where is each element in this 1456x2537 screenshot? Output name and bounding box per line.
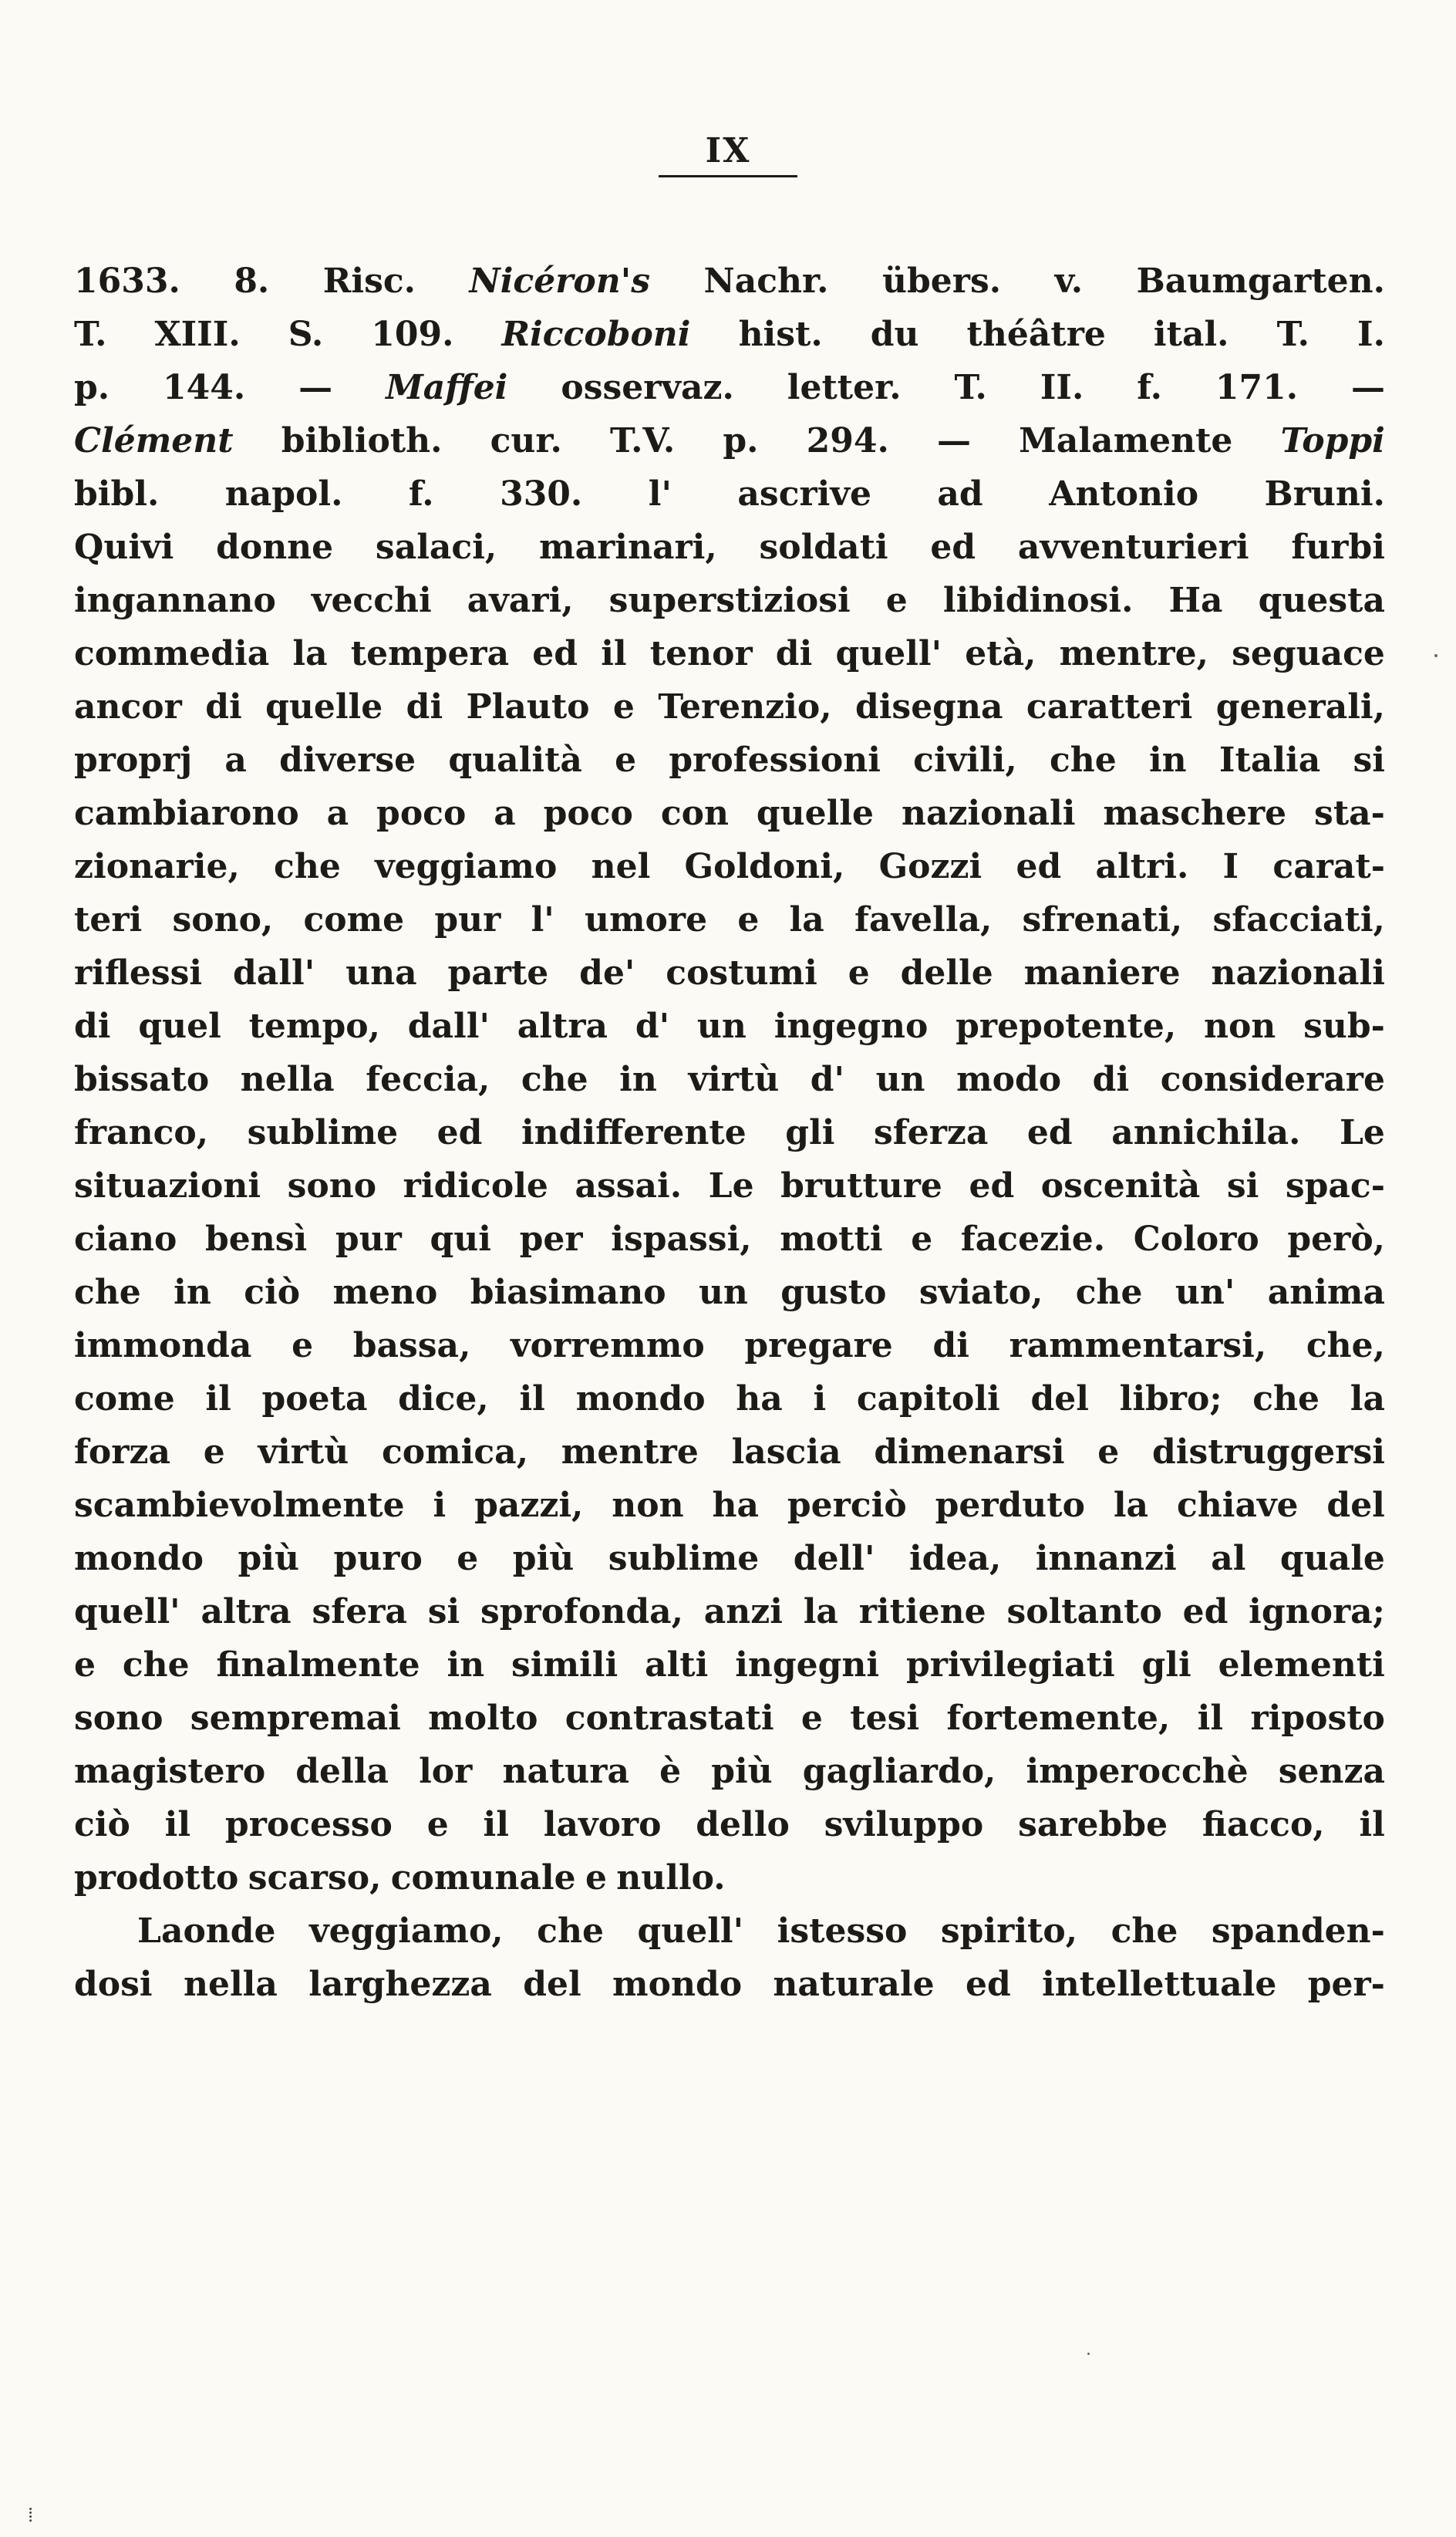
body-text — [74, 255, 1385, 2011]
paper-speck — [1434, 654, 1437, 657]
text-line: come il poeta dice, il mondo ha i capitoli del libro; che la — [74, 1379, 1385, 1419]
margin-mark-icon: ⁞ — [28, 2504, 34, 2527]
text-line: prodotto scarso, comunale e nullo. — [74, 1858, 726, 1898]
text-line: ingannano vecchi avari, superstiziosi e libidinosi. Ha questa — [74, 581, 1385, 620]
text-line: immonda e bassa, vorremmo pregare di rammentarsi, che, — [74, 1326, 1385, 1365]
text-line: proprj a diverse qualità e professioni civili, che in Italia si — [74, 741, 1385, 780]
paper-speck — [1087, 2353, 1090, 2355]
text-line: bissato nella feccia, che in virtù d' un modo di considerare — [74, 1060, 1385, 1099]
text-line: di quel tempo, dall' altra d' un ingegno prepotente, non sub- — [74, 1007, 1385, 1046]
text-line: p. 144. — Maffei osservaz. letter. T. II. f. 171. — — [74, 368, 1385, 407]
text-line: Laonde veggiamo, che quell' istesso spirito, che spanden- — [137, 1911, 1385, 1951]
page-number: IX — [659, 131, 797, 177]
text-line: magistero della lor natura è più gagliardo, imperocchè senza — [74, 1752, 1385, 1791]
text-line: cambiarono a poco a poco con quelle nazionali maschere sta- — [74, 794, 1385, 833]
text-line: ciano bensì pur qui per ispassi, motti e facezie. Coloro però, — [74, 1220, 1385, 1259]
text-line: T. XIII. S. 109. Riccoboni hist. du théâtre ital. T. I. — [74, 315, 1385, 354]
text-line: riflessi dall' una parte de' costumi e delle maniere nazionali — [74, 953, 1385, 993]
text-line: dosi nella larghezza del mondo naturale ed intellettuale per- — [74, 1965, 1385, 2004]
text-line: ancor di quelle di Plauto e Terenzio, disegna caratteri generali, — [74, 687, 1385, 727]
text-line: situazioni sono ridicole assai. Le brutture ed oscenità si spac- — [74, 1166, 1385, 1206]
text-line: franco, sublime ed indifferente gli sferza ed annichila. Le — [74, 1113, 1385, 1152]
text-line: commedia la tempera ed il tenor di quell' età, mentre, seguace — [74, 634, 1385, 673]
text-line: e che finalmente in simili alti ingegni privilegiati gli elementi — [74, 1645, 1385, 1685]
text-line: scambievolmente i pazzi, non ha perciò perduto la chiave del — [74, 1486, 1385, 1525]
text-line: teri sono, come pur l' umore e la favella, sfrenati, sfacciati, — [74, 900, 1385, 940]
text-line: che in ciò meno biasimano un gusto sviato, che un' anima — [74, 1273, 1385, 1312]
text-line: Clément biblioth. cur. T.V. p. 294. — Malamente Toppi — [74, 421, 1385, 461]
text-line: zionarie, che veggiamo nel Goldoni, Gozzi ed altri. I carat- — [74, 847, 1385, 886]
text-line: 1633. 8. Risc. Nicéron's Nachr. übers. v. Baumgarten. — [74, 261, 1385, 301]
text-line: bibl. napol. f. 330. l' ascrive ad Antonio Bruni. — [74, 474, 1385, 514]
text-line: quell' altra sfera si sprofonda, anzi la ritiene soltanto ed ignora; — [74, 1592, 1385, 1631]
page-header — [0, 131, 1456, 177]
text-line: sono sempremai molto contrastati e tesi fortemente, il riposto — [74, 1699, 1385, 1738]
text-line: forza e virtù comica, mentre lascia dimenarsi e distruggersi — [74, 1432, 1385, 1472]
text-line: mondo più puro e più sublime dell' idea, innanzi al quale — [74, 1539, 1385, 1578]
text-line: ciò il processo e il lavoro dello sviluppo sarebbe fiacco, il — [74, 1805, 1385, 1844]
text-line: Quivi donne salaci, marinari, soldati ed avventurieri furbi — [74, 528, 1385, 567]
